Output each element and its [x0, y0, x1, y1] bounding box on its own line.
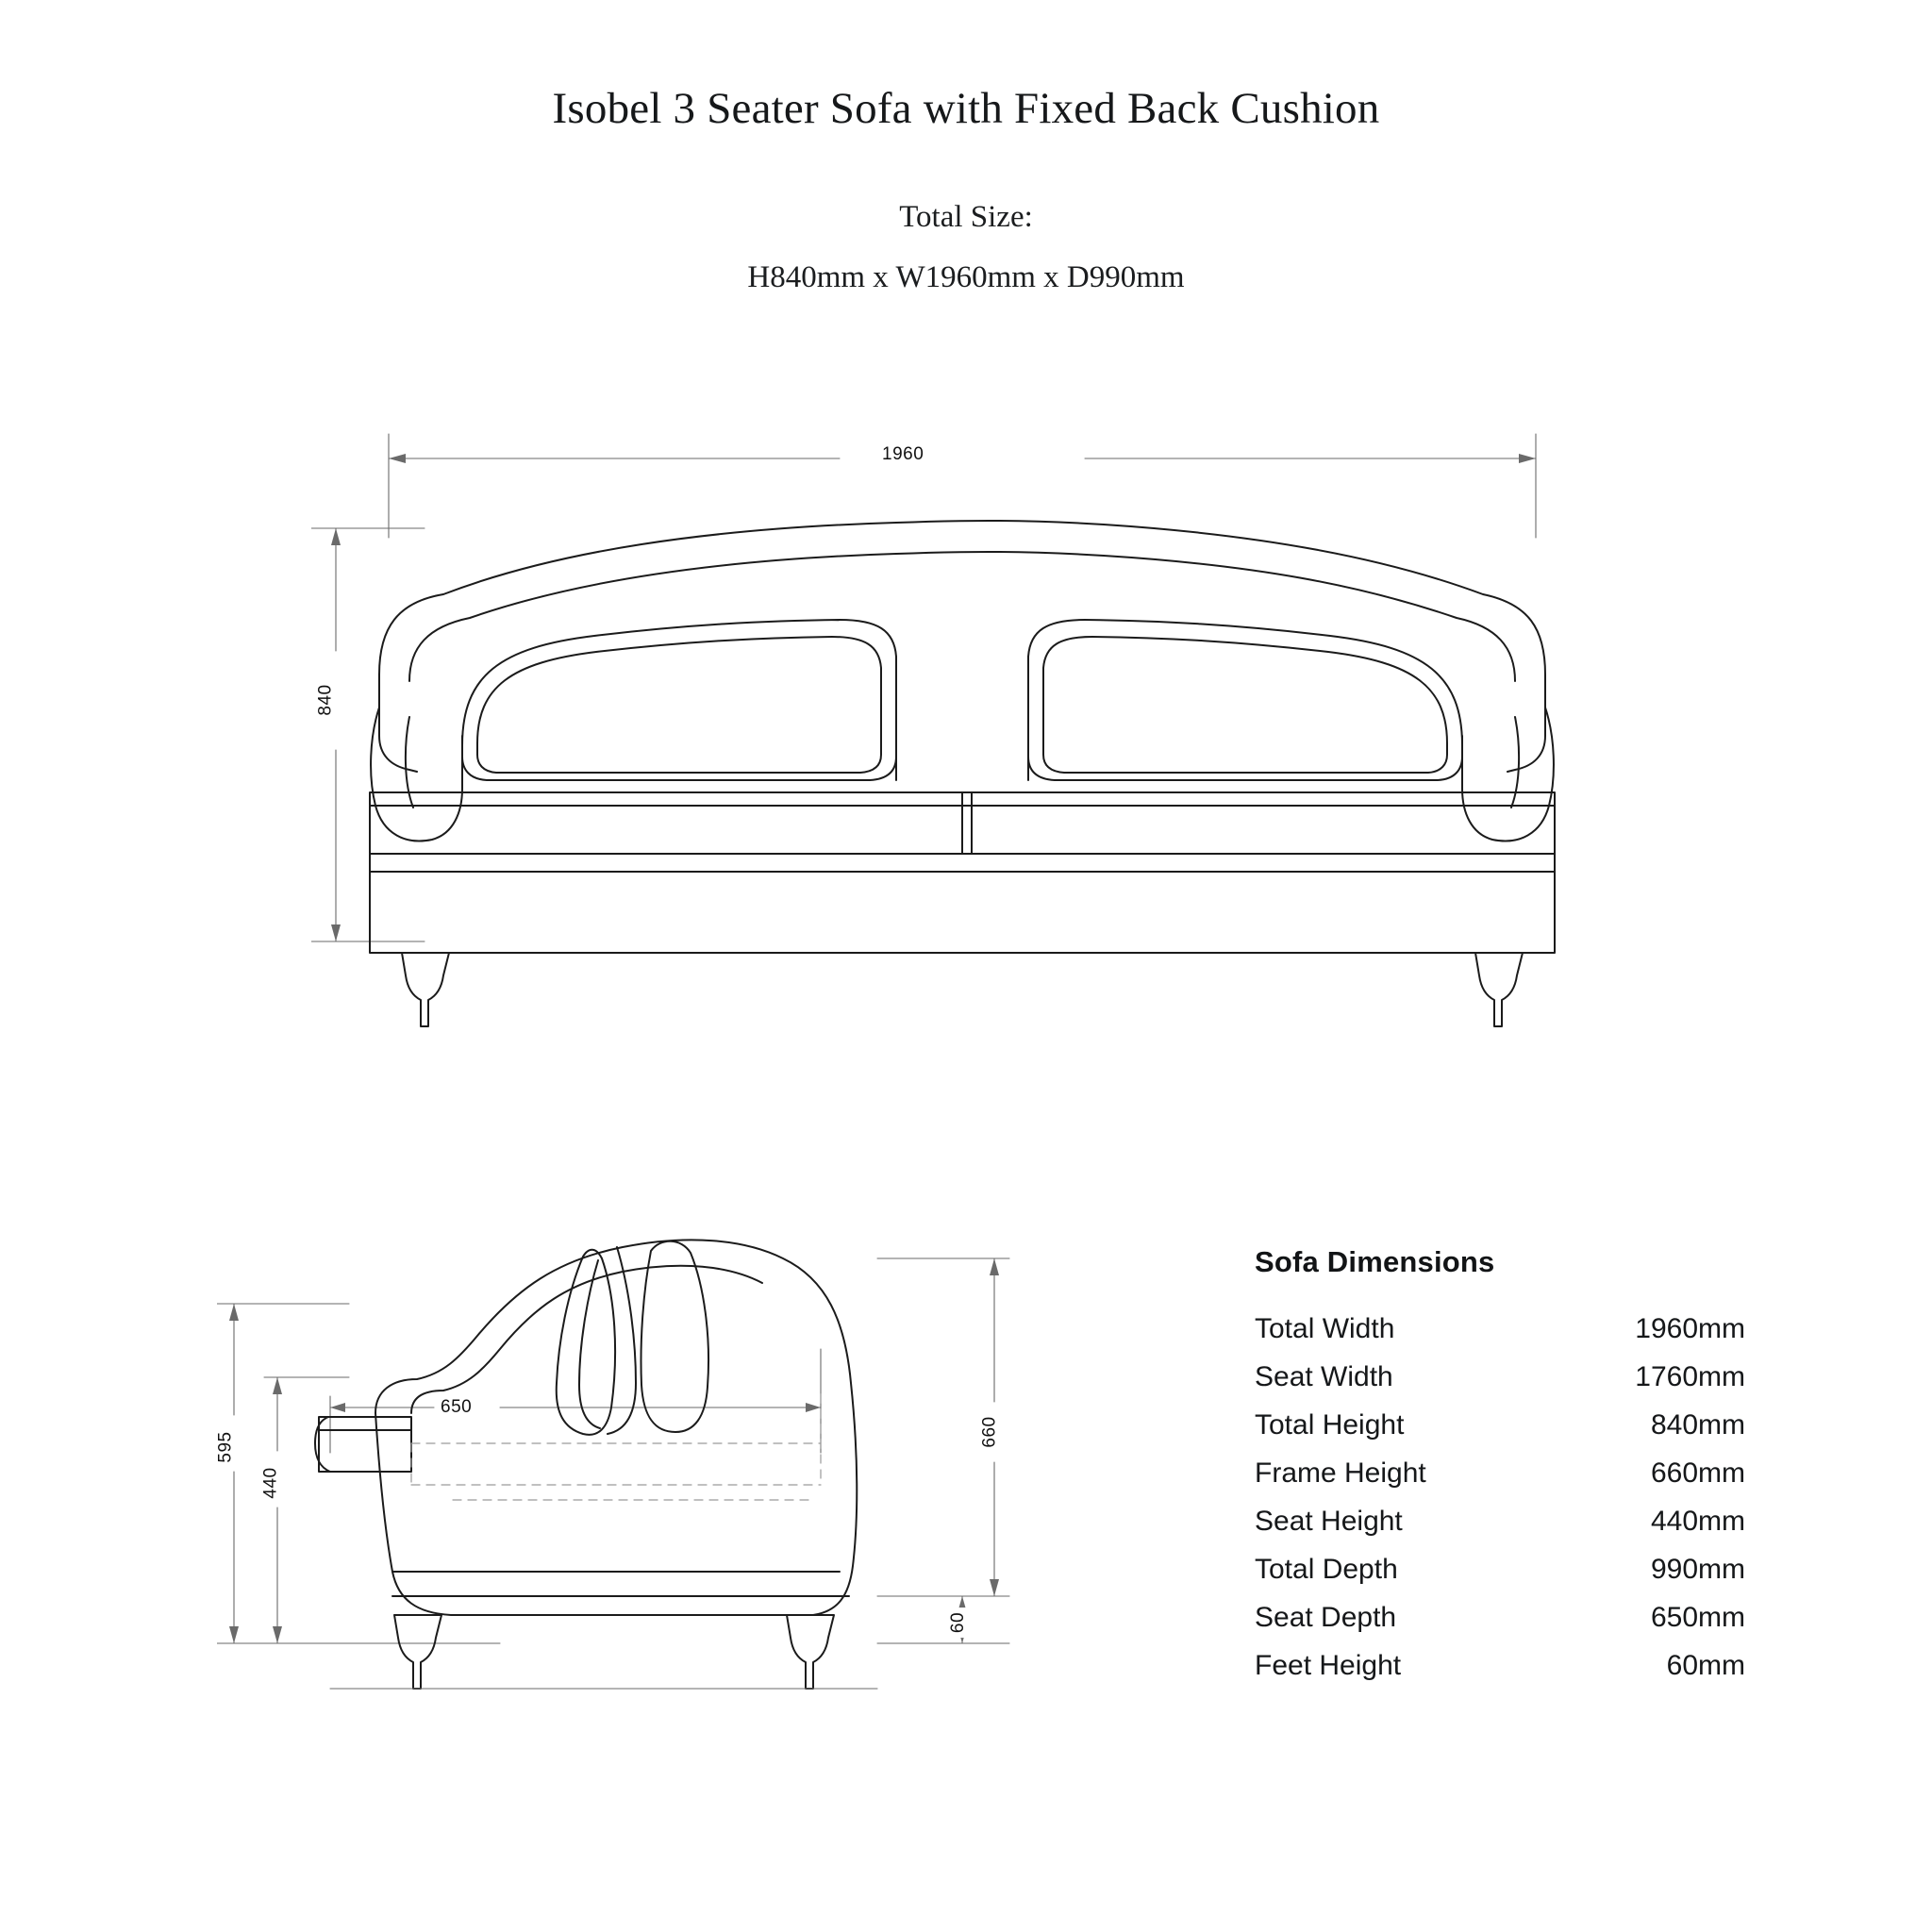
dimension-value: 440mm — [1650, 1506, 1745, 1537]
side-feet-height-dimension-label: 60 — [947, 1607, 970, 1638]
table-row — [1255, 1642, 1745, 1690]
dimension-label: Seat Depth — [1255, 1602, 1397, 1633]
dimension-value: 660mm — [1650, 1457, 1745, 1489]
total-size-label: Total Size: — [899, 200, 1033, 234]
table-row — [1255, 1402, 1745, 1450]
front-elevation-drawing — [311, 425, 1613, 1047]
table-row — [1255, 1498, 1745, 1546]
dimension-value: 1760mm — [1635, 1361, 1745, 1392]
dimension-label: Total Height — [1255, 1409, 1405, 1441]
side-frame-height-dimension-label: 660 — [979, 1411, 1002, 1452]
dimension-label: Feet Height — [1255, 1650, 1402, 1681]
side-elevation-drawing — [217, 1160, 1066, 1736]
side-seat-height-dimension-label: 440 — [260, 1462, 283, 1503]
width-dimension-line — [389, 434, 1536, 538]
dimension-value: 1960mm — [1635, 1313, 1745, 1344]
seat-depth-dimension-line — [330, 1349, 821, 1453]
dimension-label: Seat Width — [1255, 1361, 1393, 1392]
spec-title: Sofa Dimensions — [1255, 1245, 1495, 1278]
sofa-dimensions-panel — [1255, 1245, 1745, 1690]
total-size-value: H840mm x W1960mm x D990mm — [747, 260, 1185, 294]
table-row — [1255, 1306, 1745, 1354]
side-total-height-dimension-label: 595 — [215, 1426, 238, 1467]
dimension-value: 990mm — [1650, 1554, 1745, 1585]
dimension-value: 840mm — [1650, 1409, 1745, 1441]
table-row — [1255, 1594, 1745, 1642]
side-seat-depth-dimension-label: 650 — [436, 1396, 476, 1419]
front-height-dimension-label: 840 — [315, 679, 338, 720]
dimension-label: Total Depth — [1255, 1554, 1398, 1585]
table-row — [1255, 1546, 1745, 1594]
dimension-label: Seat Height — [1255, 1506, 1403, 1537]
dimension-label: Total Width — [1255, 1313, 1395, 1344]
front-width-dimension-label: 1960 — [877, 443, 928, 466]
dimension-value: 650mm — [1650, 1602, 1745, 1633]
table-row — [1255, 1354, 1745, 1402]
table-row — [1255, 1450, 1745, 1498]
dimensions-table — [1255, 1306, 1745, 1690]
page-title: Isobel 3 Seater Sofa with Fixed Back Cushion — [552, 84, 1380, 133]
dimension-label: Frame Height — [1255, 1457, 1426, 1489]
dimension-value: 60mm — [1666, 1650, 1745, 1681]
